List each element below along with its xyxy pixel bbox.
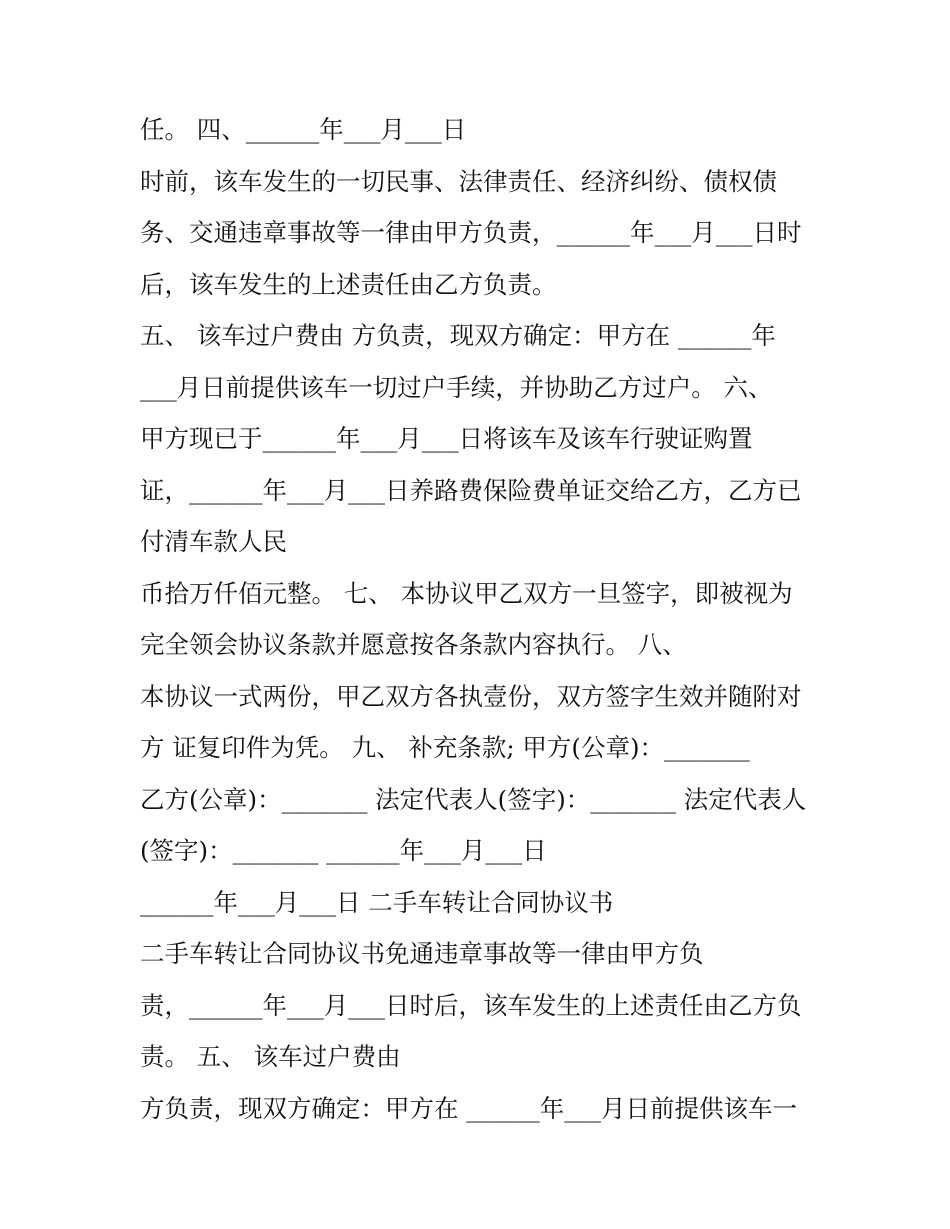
text-line: 责。 五、 该车过户费由 <box>140 1042 401 1071</box>
text-line: 乙方(公章)：_______ 法定代表人(签字)：_______ 法定代表人 <box>140 784 807 814</box>
text-line: 证，______年___月___日养路费保险费单证交给乙方，乙方已 <box>140 475 802 505</box>
text-line: 方负责，现双方确定：甲方在 ______年___月日前提供该车一 <box>140 1093 798 1123</box>
text-line: 二手车转让合同协议书免通违章事故等一律由甲方负 <box>140 939 704 968</box>
text-line: 务、交通违章事故等一律由甲方负责，______年___月___日时 <box>140 218 802 247</box>
text-line: 五、 该车过户费由 方负责，现双方确定：甲方在 ______年 <box>140 321 776 350</box>
text-line: ___月日前提供该车一切过户手续，并协助乙方过户。 六、 <box>140 372 773 402</box>
text-line: 付清车款人民 <box>140 527 287 556</box>
text-line: (签字)：_______ ______年___月___日 <box>140 836 547 865</box>
text-line: 方 证复印件为凭。 九、 补充条款; 甲方(公章)：_______ <box>140 733 750 762</box>
text-line: 后，该车发生的上述责任由乙方负责。 <box>140 269 557 299</box>
text-line: 任。 四、______年___月___日 <box>140 115 467 144</box>
document-body <box>140 104 830 1134</box>
text-line: 责，______年___月___日时后，该车发生的上述责任由乙方负 <box>140 990 802 1020</box>
text-line: 完全领会协议条款并愿意按各条款内容执行。 八、 <box>140 630 687 659</box>
text-line: 本协议一式两份，甲乙双方各执壹份，双方签字生效并随附对 <box>140 681 802 711</box>
text-line: ______年___月___日 二手车转让合同协议书 <box>140 887 614 917</box>
text-line: 甲方现已于______年___月___日将该车及该车行驶证购置 <box>140 424 753 453</box>
text-line: 时前，该车发生的一切民事、法律责任、经济纠纷、债权债 <box>140 166 777 196</box>
text-line: 币拾万仟佰元整。 七、 本协议甲乙双方一旦签字，即被视为 <box>140 578 793 608</box>
